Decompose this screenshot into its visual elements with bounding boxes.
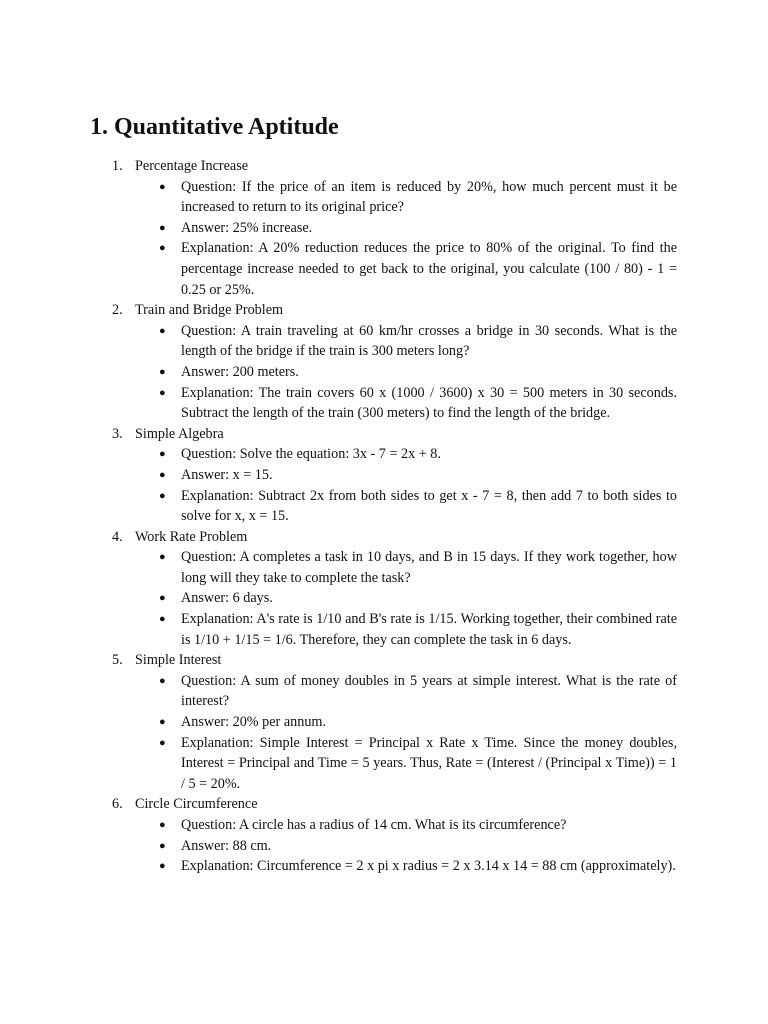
point-item [0,465,677,486]
point-item [0,321,677,362]
topic-list [0,156,768,877]
point-text: Answer: 25% increase. [181,219,313,236]
point-item [0,238,677,300]
point-text: Explanation: The train covers 60 x (1000 / 3600) x 30 = 500 meters in 30 seconds. Subtract the length of the train (300 meters) to find the length of the bridge. [181,384,677,422]
topic-header [0,424,768,445]
point-item [0,856,677,877]
point-item [0,815,677,836]
topic-number: 4. [112,528,123,545]
topic-title: Simple Interest [135,652,222,669]
bullet-icon: ● [159,365,166,378]
bullet-icon: ● [159,860,166,873]
topic-title: Circle Circumference [135,796,258,813]
point-item [0,547,677,588]
point-item [0,712,677,733]
point-list [0,444,768,526]
bullet-icon: ● [159,386,166,399]
bullet-icon: ● [159,674,166,687]
point-text: Question: A sum of money doubles in 5 years at simple interest. What is the rate of interest? [181,672,677,710]
point-list [0,547,768,650]
point-text: Question: Solve the equation: 3x - 7 = 2x + 8. [181,446,441,463]
bullet-icon: ● [159,448,166,461]
topic-item [0,527,768,651]
point-text: Explanation: A's rate is 1/10 and B's rate is 1/15. Working together, their combined rate is 1/10 + 1/15 = 1/6. Therefore, they can complete the task in 6 days. [181,611,677,648]
point-text: Answer: 6 days. [181,590,273,607]
topic-header [0,300,768,321]
bullet-icon: ● [159,819,166,831]
topic-item [0,650,768,794]
topic-item [0,300,768,424]
point-list [0,815,768,877]
point-text: Question: A completes a task in 10 days, and B in 15 days. If they work together, how long will they take to complete the task? [181,549,677,586]
point-text: Answer: 88 cm. [181,837,272,854]
topic-title: Simple Algebra [135,425,224,442]
bullet-icon: ● [159,736,166,749]
topic-title: Work Rate Problem [135,528,248,545]
topic-header [0,527,768,548]
point-list [0,321,768,424]
point-text: Explanation: A 20% reduction reduces the price to 80% of the original. To find the percentage increase needed to get back to the original, you calculate (100 / 80) - 1 = 0.25 or 25%. [181,240,677,298]
point-item [0,671,677,712]
bullet-icon: ● [159,716,166,729]
topic-item [0,794,768,876]
point-item [0,836,677,857]
bullet-icon: ● [159,180,166,193]
topic-number: 6. [112,796,123,813]
point-text: Explanation: Simple Interest = Principal x Rate x Time. Since the money doubles, Interest = Principal and Time = 5 years. Thus, Rate = (Interest / (Principal x Time)) = 1 / 5 = 20%. [181,734,677,792]
point-text: Question: A circle has a radius of 14 cm. What is its circumference? [181,817,567,833]
point-text: Answer: 200 meters. [181,363,299,380]
bullet-icon: ● [159,551,166,564]
bullet-icon: ● [159,592,166,605]
point-text: Question: If the price of an item is reduced by 20%, how much percent must it be increased to return to its original price? [181,178,677,216]
topic-number: 1. [112,158,123,174]
topic-header [0,650,768,671]
point-item [0,609,677,650]
bullet-icon: ● [159,242,166,255]
point-item [0,362,677,383]
point-text: Explanation: Circumference = 2 x pi x radius = 2 x 3.14 x 14 = 88 cm (approximately). [181,858,676,875]
point-text: Answer: 20% per annum. [181,714,326,731]
topic-header [0,794,768,815]
point-item [0,218,677,239]
topic-title: Percentage Increase [135,158,249,174]
topic-number: 3. [112,425,123,442]
point-item [0,588,677,609]
point-list [0,671,768,795]
section-heading: 1. Quantitative Aptitude [90,114,339,140]
point-item [0,486,677,527]
point-text: Question: A train traveling at 60 km/hr crosses a bridge in 30 seconds. What is the length of the bridge if the train is 300 meters long? [181,322,677,360]
point-item [0,383,677,424]
bullet-icon: ● [159,489,166,502]
point-text: Explanation: Subtract 2x from both sides to get x - 7 = 8, then add 7 to both sides to solve for x, x = 15. [181,487,677,525]
topic-header [0,156,768,177]
bullet-icon: ● [159,468,166,481]
point-list [0,177,768,301]
topic-title: Train and Bridge Problem [135,302,284,319]
point-item [0,733,677,795]
topic-item [0,424,768,527]
point-item [0,177,677,218]
bullet-icon: ● [159,324,166,337]
point-text: Answer: x = 15. [181,466,273,483]
topic-number: 5. [112,652,123,669]
topic-item [0,156,768,300]
point-item [0,444,677,465]
bullet-icon: ● [159,613,166,626]
bullet-icon: ● [159,221,166,234]
topic-number: 2. [112,302,123,319]
bullet-icon: ● [159,839,166,852]
